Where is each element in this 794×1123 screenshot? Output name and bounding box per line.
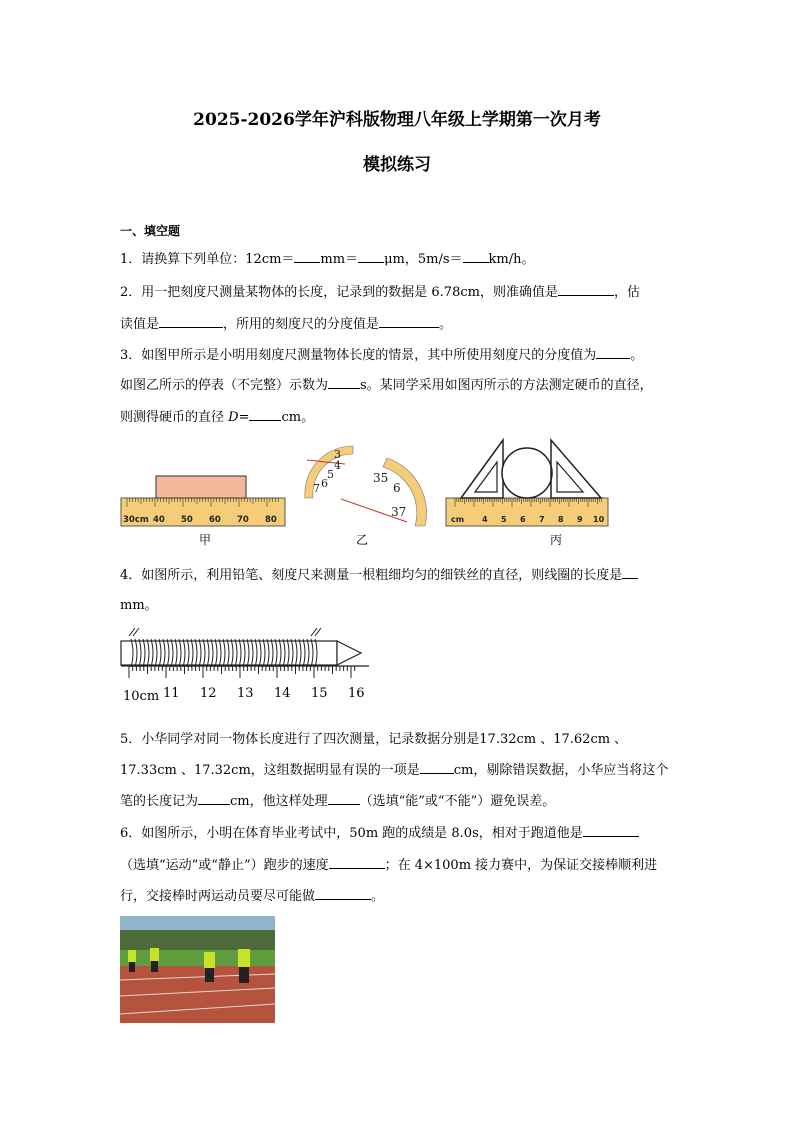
q5-text-c: cm，剔除错误数据，小华应当将这个 [453, 763, 669, 778]
question-5-line-1 [120, 728, 627, 747]
q2-text-e: 。 [439, 317, 453, 332]
fig4-tick-label: 16 [348, 686, 365, 701]
jia-tick-label: 40 [153, 515, 165, 525]
question-5-line-2 [120, 759, 668, 778]
jia-tick-label: 60 [209, 515, 221, 525]
page-subtitle: 模拟练习 [363, 155, 431, 175]
triangle-right-inner [557, 462, 583, 492]
yi-big-label: 37 [391, 505, 407, 519]
yi-small-label: 7 [313, 482, 320, 495]
answer-blank[interactable] [198, 792, 230, 805]
q2-text-a: 2．用一把刻度尺测量某物体的长度，记录到的数据是 6.78cm，则准确值是 [120, 285, 558, 300]
q3-text-f: = [238, 410, 250, 425]
question-1 [120, 248, 534, 267]
fig4-tick-label: 11 [163, 686, 180, 701]
answer-blank[interactable] [379, 315, 439, 328]
q5-text-e: cm，他这样处理 [230, 794, 328, 809]
yi-big-label: 6 [393, 481, 401, 495]
q2-text-b: ，估 [613, 285, 640, 300]
jia-tick-label: 80 [265, 515, 277, 525]
q5-text-a: 5．小华同学对同一物体长度进行了四次测量，记录数据分别是17.32cm 、17.62cm 、 [120, 732, 628, 747]
q2-text-c: 读值是 [120, 317, 160, 332]
answer-blank[interactable] [294, 250, 320, 263]
q4-text-a: 4．如图所示，利用铅笔、刻度尺来测量一根粗细均匀的细铁丝的直径，则线圈的长度是 [120, 568, 623, 583]
q1-text-c: μm，5m/s＝ [384, 252, 463, 267]
q6-text-b: （选填“运动”或“静止”）跑步的速度 [120, 858, 329, 873]
answer-blank[interactable] [329, 856, 385, 869]
answer-blank[interactable] [328, 376, 360, 389]
question-4-line-2 [120, 594, 158, 613]
q3-text-b: 。 [630, 348, 644, 363]
question-2-line-1 [120, 281, 640, 300]
q3-text-e: 则测得硬币的直径 [120, 410, 229, 425]
jia-tick-label: 50 [181, 515, 193, 525]
bing-tick-label: cm [451, 515, 465, 524]
q4-text-b: mm。 [120, 598, 158, 613]
triangle-right [551, 440, 601, 498]
answer-blank[interactable] [596, 346, 630, 359]
bing-tick-label: 5 [501, 515, 507, 524]
q6-text-d: 行，交接棒时两运动员要尽可能做 [120, 889, 316, 904]
answer-blank[interactable] [463, 250, 489, 263]
bing-tick-label: 9 [577, 515, 583, 524]
question-3-line-3 [120, 406, 314, 425]
answer-blank[interactable] [358, 250, 384, 263]
fig4-tick-label: 13 [237, 686, 254, 701]
question-2-line-2 [120, 313, 452, 332]
jia-tick-label: 70 [237, 515, 249, 525]
bing-tick-label: 8 [558, 515, 564, 524]
answer-blank[interactable] [315, 887, 371, 900]
fig4-tick-label: 14 [274, 686, 291, 701]
jia-tick-label: 30cm [123, 515, 149, 525]
pencil-tip [337, 641, 361, 665]
caption-yi: 乙 [356, 533, 369, 547]
trees [120, 930, 275, 952]
bing-tick-label: 7 [539, 515, 545, 524]
q5-text-f: （选填“能”或“不能”）避免误差。 [359, 794, 556, 809]
q3-text-a: 3．如图甲所示是小明用刻度尺测量物体长度的情景，其中所使用刻度尺的分度值为 [120, 348, 597, 363]
fig4-tick-label: 15 [311, 686, 328, 701]
answer-blank[interactable] [583, 824, 639, 837]
q5-text-b: 17.33cm 、17.32cm，这组数据明显有误的一项是 [120, 763, 420, 778]
fig4-tick-label: 10cm [123, 689, 160, 704]
triangle-left-inner [475, 462, 497, 492]
bing-tick-label: 10 [593, 515, 605, 524]
q2-text-d: ，所用的刻度尺的分度值是 [223, 317, 380, 332]
q3-text-g: cm。 [281, 410, 315, 425]
answer-blank[interactable] [159, 315, 223, 328]
q6-text-a: 6．如图所示，小明在体育毕业考试中，50m 跑的成绩是 8.0s，相对于跑道他是 [120, 826, 583, 841]
answer-blank[interactable] [558, 283, 614, 296]
yi-small-label: 6 [321, 477, 328, 490]
page-title: 2025-2026学年沪科版物理八年级上学期第一次月考 [193, 110, 601, 130]
q3-text-c: 如图乙所示的停表（不完整）示数为 [120, 378, 329, 393]
yi-big-label: 35 [373, 471, 389, 485]
fig4-tick-label: 12 [200, 686, 217, 701]
bing-tick-label: 6 [520, 515, 526, 524]
q5-text-d: 笔的长度记为 [120, 794, 199, 809]
wire-end-right [311, 628, 321, 636]
answer-blank[interactable] [328, 792, 360, 805]
q1-text-b: mm＝ [320, 252, 359, 267]
q3-text-d: s。某同学采用如图丙所示的方法测定硬币的直径， [360, 378, 653, 393]
grass [120, 950, 275, 968]
figure-4 [115, 622, 377, 708]
caption-jia: 甲 [199, 533, 212, 547]
wire-end-left [129, 628, 139, 636]
section-heading: 一、填空题 [120, 224, 181, 238]
running-photo [120, 916, 275, 1023]
question-5-line-3 [120, 790, 555, 809]
yi-small-label: 5 [327, 468, 334, 481]
answer-blank[interactable] [622, 566, 638, 579]
question-3-line-2 [120, 374, 653, 393]
caption-bing: 丙 [550, 533, 563, 547]
q6-text-e: 。 [371, 889, 385, 904]
figure-3 [115, 436, 615, 548]
question-4-line-1 [120, 564, 638, 583]
question-3-line-1 [120, 344, 643, 363]
answer-blank[interactable] [249, 408, 281, 421]
measured-object [156, 476, 246, 498]
ruler-bing [446, 498, 608, 526]
yi-small-label: 4 [334, 459, 341, 472]
coin [502, 448, 552, 498]
q3-var-d: D [228, 410, 239, 425]
question-6-line-2 [120, 854, 657, 873]
yi-small-label: 3 [334, 448, 341, 461]
q1-text-d: km/h。 [488, 252, 535, 267]
q6-text-c: ；在 4×100m 接力赛中，为保证交接棒顺利进 [384, 858, 658, 873]
question-6-line-1 [120, 822, 639, 841]
question-6-line-3 [120, 885, 384, 904]
q1-text-a: 1．请换算下列单位：12cm＝ [120, 252, 295, 267]
answer-blank[interactable] [420, 761, 454, 774]
bing-tick-label: 4 [482, 515, 488, 524]
